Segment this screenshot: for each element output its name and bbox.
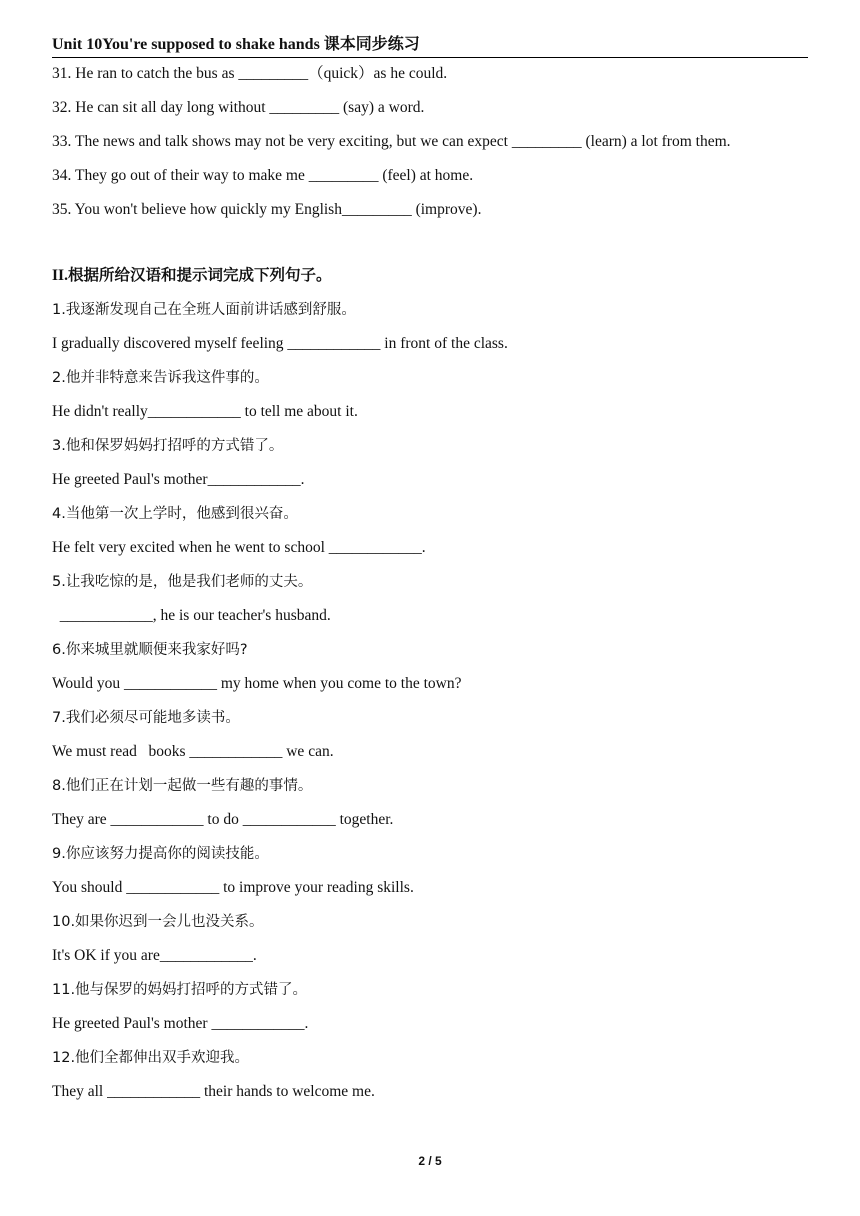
- translation-prompt-9: 9.你应该努力提高你的阅读技能。: [52, 846, 269, 862]
- question-34: 34. They go out of their way to make me _________ (feel) at home.: [52, 167, 474, 184]
- translation-prompt-12: 12.他们全都伸出双手欢迎我。: [52, 1050, 250, 1066]
- section-heading: II.根据所给汉语和提示词完成下列句子。: [52, 267, 332, 284]
- translation-sentence-10: It's OK if you are____________.: [52, 947, 257, 964]
- translation-sentence-1: I gradually discovered myself feeling ____________ in front of the class.: [52, 335, 508, 352]
- worksheet-content: [52, 57, 809, 1109]
- translation-sentence-6: Would you ____________ my home when you come to the town?: [52, 675, 462, 692]
- translation-sentence-5: ____________, he is our teacher's husband.: [52, 607, 331, 624]
- translation-prompt-2: 2.他并非特意来告诉我这件事的。: [52, 370, 269, 386]
- translation-sentence-12: They all ____________ their hands to welcome me.: [52, 1083, 375, 1100]
- translation-prompt-3: 3.他和保罗妈妈打招呼的方式错了。: [52, 438, 284, 454]
- translation-sentence-4: He felt very excited when he went to school ____________.: [52, 539, 426, 556]
- translation-prompt-7: 7.我们必须尽可能地多读书。: [52, 710, 240, 726]
- translation-sentence-9: You should ____________ to improve your reading skills.: [52, 879, 414, 896]
- question-32: 32. He can sit all day long without _________ (say) a word.: [52, 99, 425, 116]
- translation-sentence-11: He greeted Paul's mother ____________.: [52, 1015, 309, 1032]
- translation-prompt-5: 5.让我吃惊的是，他是我们老师的丈夫。: [52, 574, 313, 590]
- translation-prompt-8: 8.他们正在计划一起做一些有趣的事情。: [52, 778, 313, 794]
- translation-sentence-2: He didn't really____________ to tell me about it.: [52, 403, 358, 420]
- translation-prompt-10: 10.如果你迟到一会儿也没关系。: [52, 914, 264, 930]
- translation-prompt-1: 1.我逐渐发现自己在全班人面前讲话感到舒服。: [52, 302, 356, 318]
- question-31: 31. He ran to catch the bus as _________（quick）as he could.: [52, 65, 448, 82]
- page-header-title: Unit 10You're supposed to shake hands 课本同步练习: [52, 35, 808, 58]
- question-35: 35. You won't believe how quickly my English_________ (improve).: [52, 201, 482, 218]
- translation-prompt-6: 6.你来城里就顺便来我家好吗?: [52, 642, 248, 658]
- translation-sentence-3: He greeted Paul's mother____________.: [52, 471, 305, 488]
- translation-sentence-8: They are ____________ to do ____________ together.: [52, 811, 394, 828]
- page-number: 2 / 5: [418, 1154, 442, 1168]
- question-33: 33. The news and talk shows may not be very exciting, but we can expect _________ (learn) a lot from them.: [52, 133, 731, 150]
- translation-prompt-4: 4.当他第一次上学时，他感到很兴奋。: [52, 506, 298, 522]
- translation-prompt-11: 11.他与保罗的妈妈打招呼的方式错了。: [52, 982, 308, 998]
- translation-sentence-7: We must read books ____________ we can.: [52, 743, 334, 760]
